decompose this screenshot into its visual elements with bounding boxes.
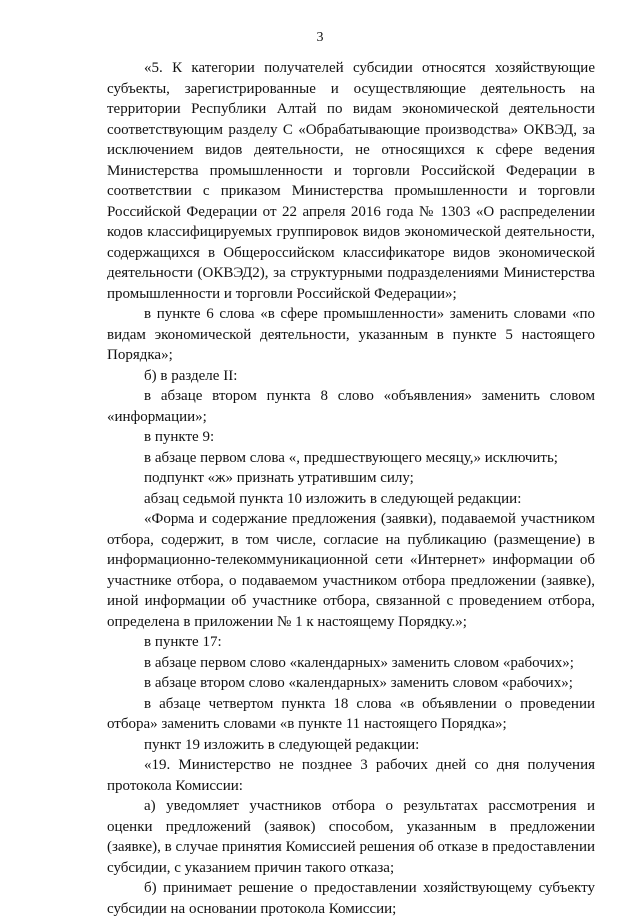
paragraph: подпункт «ж» признать утратившим силу; bbox=[144, 470, 414, 486]
paragraph: в абзаце втором пункта 8 слово «объявления» заменить словом «информации»; bbox=[107, 388, 595, 425]
paragraph: «19. Министерство не позднее 3 рабочих дней со дня получения протокола Комиссии: bbox=[107, 757, 595, 794]
paragraph: в абзаце первом слова «, предшествующего месяцу,» исключить; bbox=[144, 449, 558, 466]
paragraph: в пункте 17: bbox=[144, 634, 222, 650]
paragraph: в абзаце втором слово «календарных» заменить словом «рабочих»; bbox=[144, 675, 573, 691]
paragraph: в абзаце четвертом пункта 18 слова «в объявлении о проведении отбора» заменить словами «в пункте 11 настоящего Порядка»; bbox=[107, 695, 595, 732]
paragraph: б) в разделе II: bbox=[144, 367, 238, 384]
paragraph: в абзаце первом слово «календарных» заменить словом «рабочих»; bbox=[144, 654, 574, 671]
document-body bbox=[107, 58, 595, 919]
paragraph: пункт 19 изложить в следующей редакции: bbox=[144, 736, 420, 753]
paragraph: в пункте 6 слова «в сфере промышленности» заменить словами «по видам экономической деятельности, указанным в пункте 5 настоящего Порядка»; bbox=[107, 306, 595, 363]
paragraph: «Форма и содержание предложения (заявки), подаваемой участником отбора, содержит, в том числе, согласие на публикацию (размещение) в информационно-телекоммуникационной сети «Интернет» информации об участнике отбора, о подаваемом участником отбора предложении (заявке), иной информации об участнике отбора, связанной с проведением отбора, определена в приложении № 1 к настоящему Порядку.»; bbox=[107, 511, 595, 630]
page-number: 3 bbox=[316, 30, 324, 45]
paragraph: б) принимает решение о предоставлении хозяйствующему субъекту субсидии на основании протокола Комиссии; bbox=[107, 880, 595, 917]
paragraph: а) уведомляет участников отбора о результатах рассмотрения и оценки предложений (заявок) способом, указанным в предложении (заявке), в случае принятия Комиссией решения об отказе в предоставлении субсидии, с указанием причин такого отказа; bbox=[107, 798, 595, 876]
paragraph: в пункте 9: bbox=[144, 429, 215, 445]
paragraph: «5. К категории получателей субсидии относятся хозяйствующие субъекты, зарегистрированные и осуществляющие деятельность на территории Республики Алтай по видам экономической деятельности соответствующим разделу С «Обрабатывающие производства» ОКВЭД, за исключением видов деятельности, не относящихся к сфере ведения Министерства промышленности и торговли Российской Федерации в соответствии с приказом Министерства промышленности и торговли Российской Федерации от 22 апреля 2016 года № 1303 «О распределении кодов классифицируемых группировок видов экономической деятельности, содержащихся в Общероссийском классификаторе видов экономической деятельности (ОКВЭД2), за структурными подразделениями Министерства промышленности и торговли Российской Федерации»; bbox=[107, 60, 595, 302]
paragraph: абзац седьмой пункта 10 изложить в следующей редакции: bbox=[144, 490, 522, 507]
